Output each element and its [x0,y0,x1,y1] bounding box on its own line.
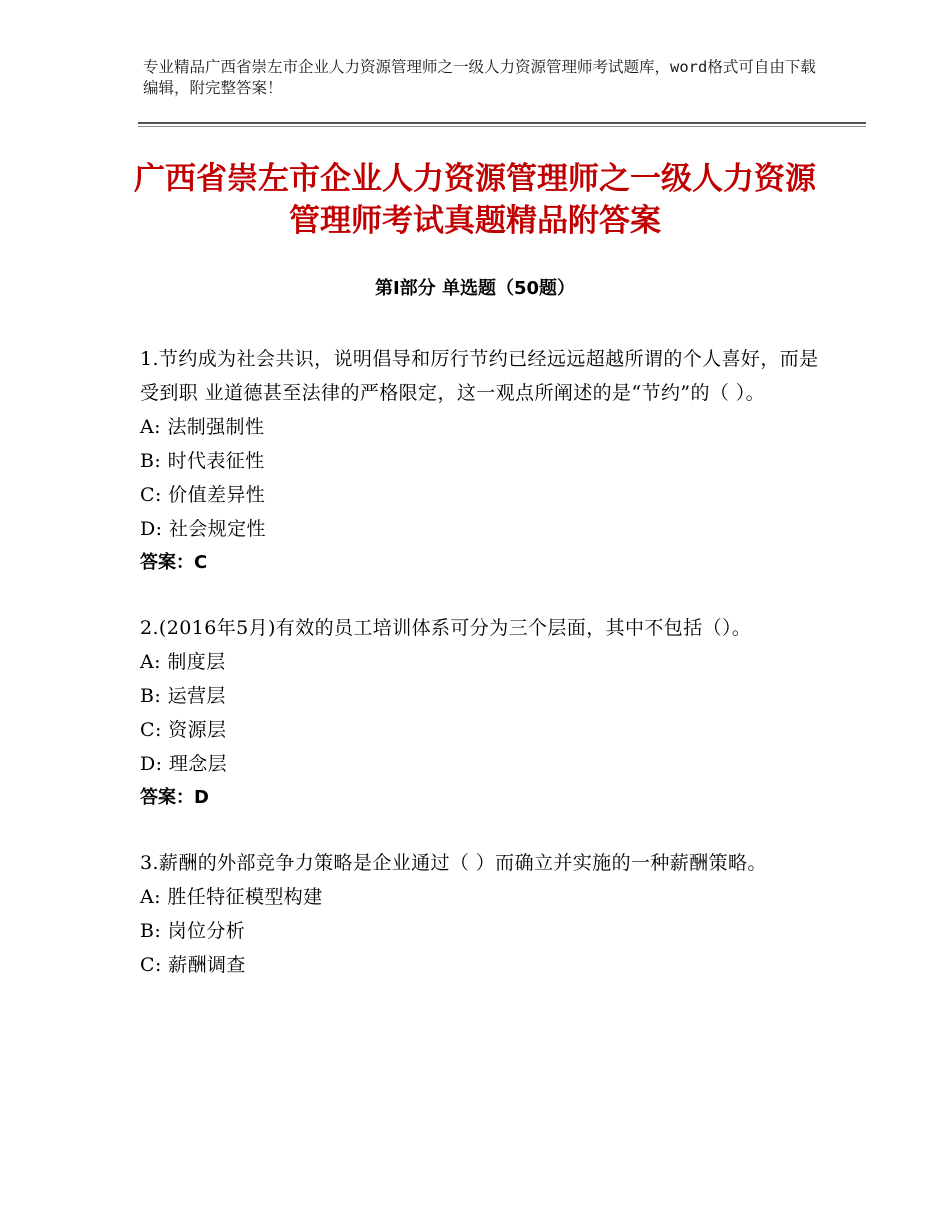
question-stem: 2.(2016年5月)有效的员工培训体系可分为三个层面，其中不包括（）。 [140,617,752,639]
option-b: B: 时代表征性 [140,450,265,472]
option-c: C: 价值差异性 [140,484,266,506]
question-stem: 1.节约成为社会共识，说明倡导和厉行节约已经远远超越所谓的个人喜好，而是受到职 业道德甚至法律的严格限定，这一观点所阐述的是“节约”的（ ）。 [140,348,819,404]
answer: 答案：D [140,787,209,808]
option-a: A: 制度层 [140,651,226,673]
question-1 [140,342,820,580]
answer: 答案：C [140,552,208,573]
header-divider [138,122,866,124]
option-d: D: 社会规定性 [140,518,266,540]
option-b: B: 岗位分析 [140,920,246,942]
option-b: B: 运营层 [140,685,226,707]
option-a: A: 胜任特征模型构建 [140,886,323,908]
header-note: 专业精品广西省崇左市企业人力资源管理师之一级人力资源管理师考试题库，word格式可自由下载编辑，附完整答案！ [143,58,816,97]
question-list [140,342,820,1013]
question-3 [140,846,820,982]
header-divider-thin [138,126,866,127]
question-stem: 3.薪酬的外部竞争力策略是企业通过（ ）而确立并实施的一种薪酬策略。 [140,852,767,874]
option-c: C: 薪酬调查 [140,954,246,976]
option-c: C: 资源层 [140,719,227,741]
option-d: D: 理念层 [140,753,228,775]
document-title: 广西省崇左市企业人力资源管理师之一级人力资源管理师考试真题精品附答案 [134,161,816,239]
question-2 [140,611,820,815]
option-a: A: 法制强制性 [140,416,265,438]
section-title: 第Ⅰ部分 单选题（50题） [374,278,575,299]
